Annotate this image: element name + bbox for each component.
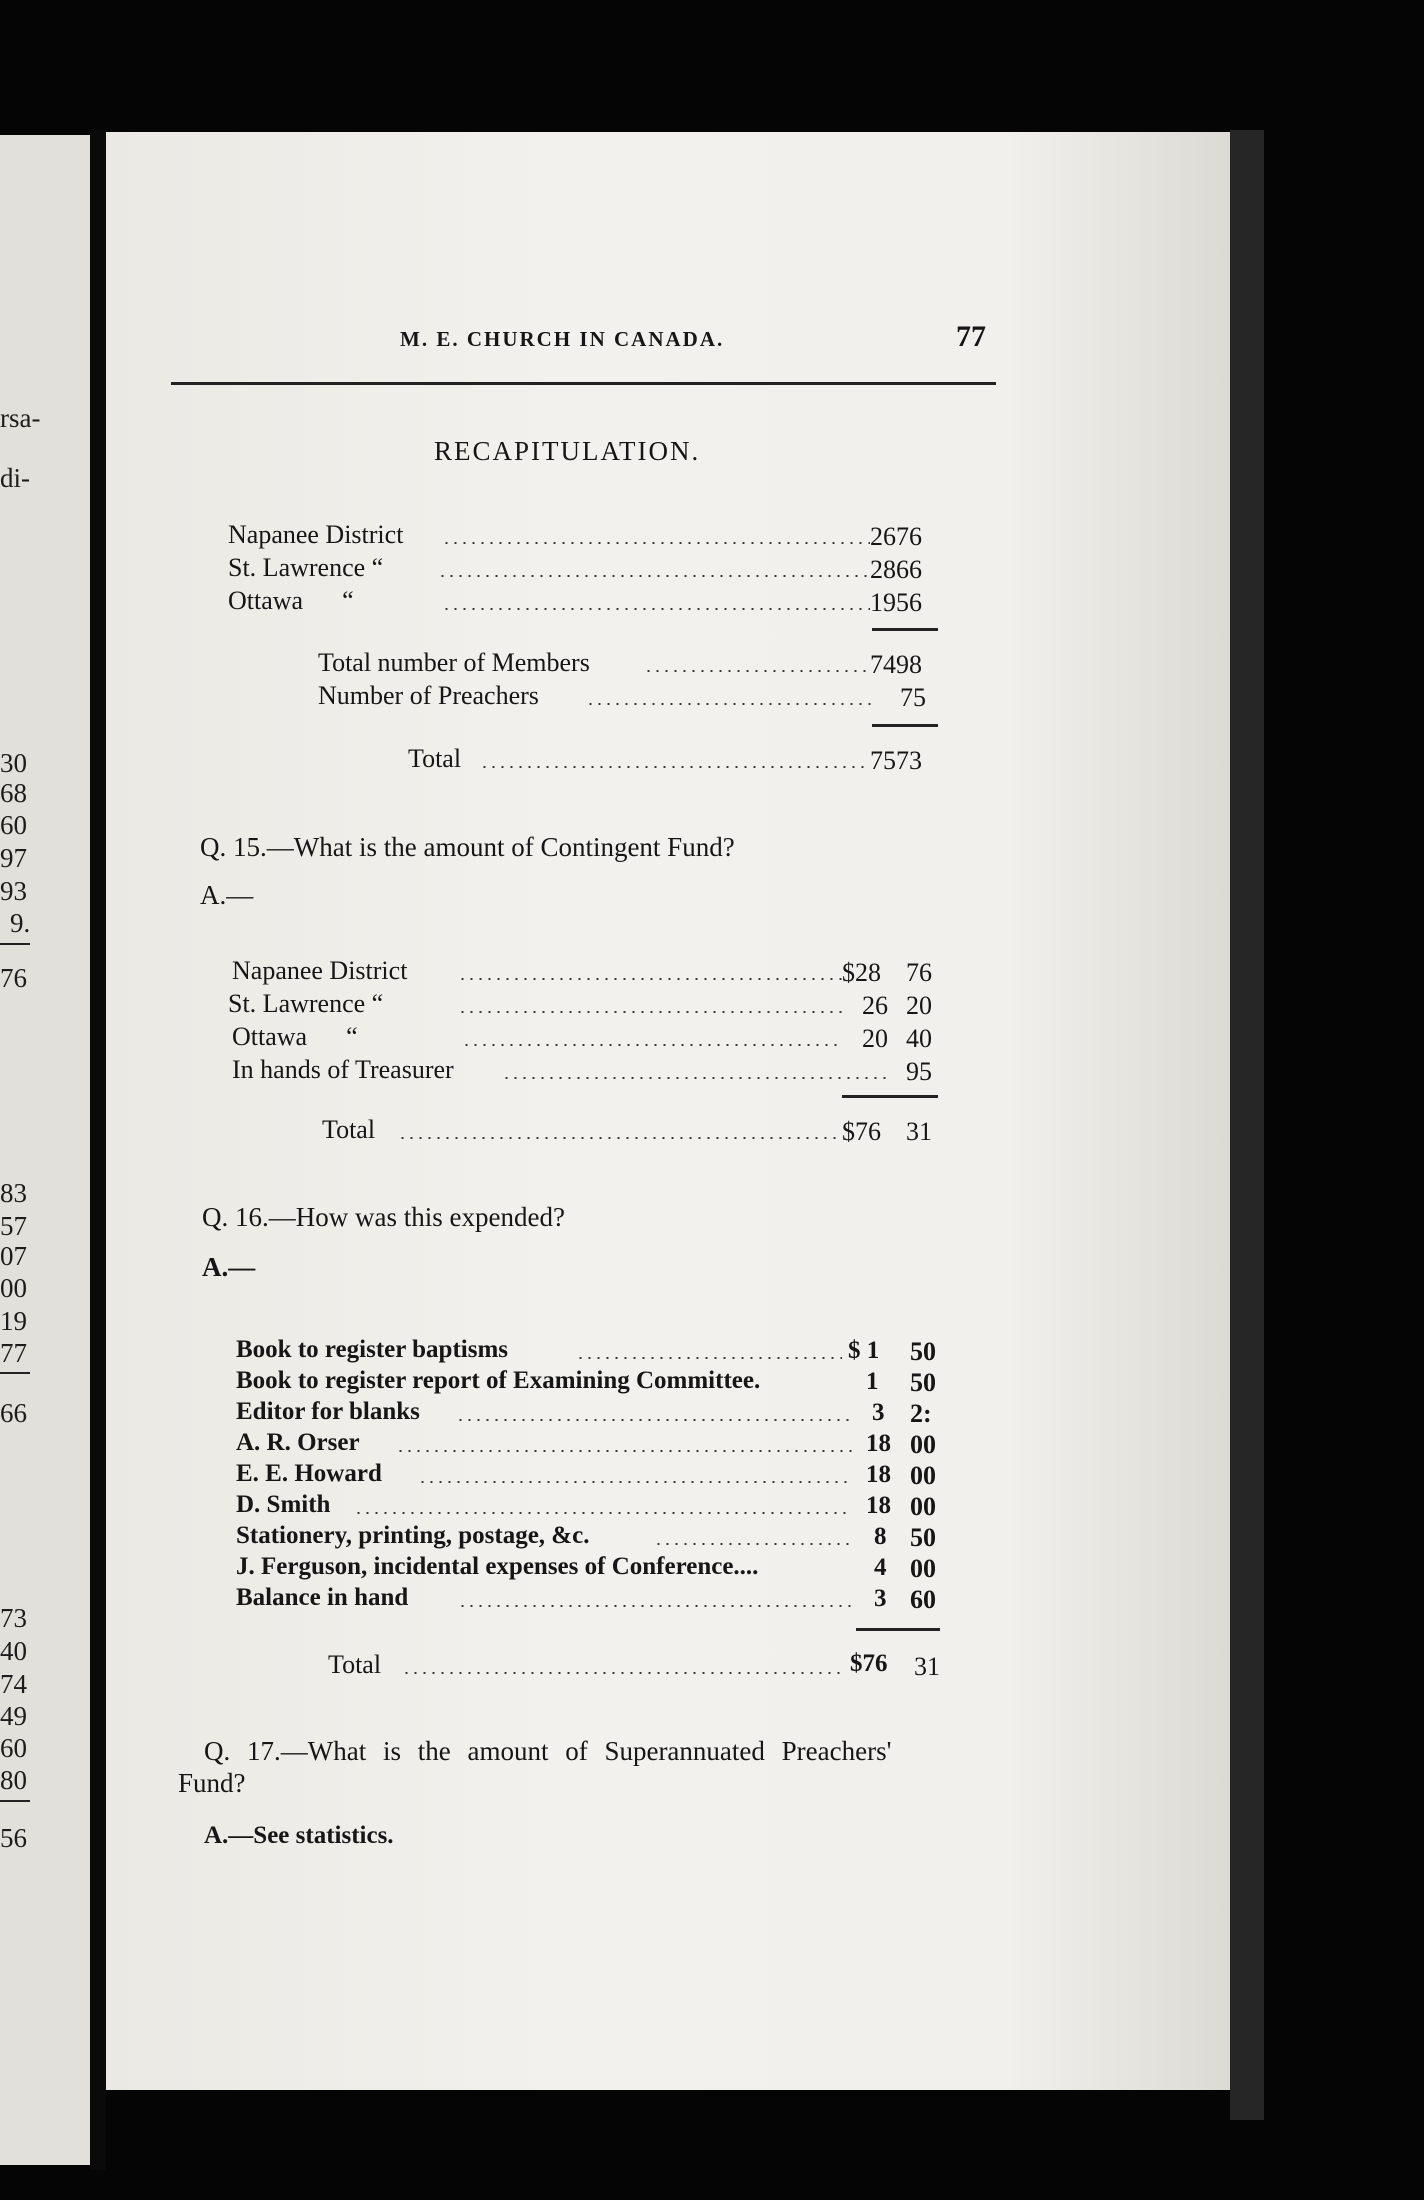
- fund-row-cents: 76: [906, 958, 932, 987]
- expense-row-cents: 00: [910, 1492, 936, 1521]
- header-rule: [171, 382, 996, 385]
- prev-number: 73: [0, 1603, 27, 1633]
- prev-number: 60: [0, 1733, 27, 1763]
- answer-15: A.—: [200, 880, 254, 910]
- total-dollars: $76: [850, 1650, 888, 1677]
- prev-number: 83: [0, 1178, 27, 1208]
- prev-number: 30: [0, 748, 27, 778]
- leader-dots: [456, 1419, 852, 1421]
- fund-row-cents: 40: [906, 1024, 932, 1053]
- expense-row-label: E. E. Howard: [236, 1460, 382, 1487]
- expense-row-dollars: 18: [866, 1430, 891, 1457]
- district-value: 1956: [870, 588, 922, 617]
- leader-dots: [458, 978, 842, 980]
- fund-row-cents: 95: [906, 1057, 932, 1086]
- leader-dots: [438, 575, 870, 577]
- previous-page-edge: [0, 135, 90, 2165]
- prev-sum-rule: [0, 1372, 30, 1374]
- district-label: St. Lawrence “: [228, 553, 384, 582]
- sum-rule: [872, 724, 938, 727]
- expense-row-cents: 00: [910, 1461, 936, 1490]
- prev-number: 97: [0, 843, 27, 873]
- prev-fragment: rsa-: [0, 403, 41, 433]
- expense-row-cents: 50: [910, 1523, 936, 1552]
- prev-total: 66: [0, 1398, 27, 1428]
- sum-rule: [856, 1628, 940, 1631]
- expense-row-dollars: 4: [874, 1554, 887, 1581]
- prev-number: 80: [0, 1765, 27, 1795]
- prev-number: 77: [0, 1338, 27, 1368]
- members-value: 7498: [870, 650, 922, 679]
- expense-row-cents: 60: [910, 1585, 936, 1614]
- prev-total: 76: [0, 963, 27, 993]
- question-15: Q. 15.—What is the amount of Contingent Fund?: [200, 832, 735, 862]
- total-value: 7573: [870, 746, 922, 775]
- expense-row-cents: 00: [910, 1554, 936, 1583]
- district-value: 2676: [870, 522, 922, 551]
- answer-17: A.—See statistics.: [204, 1822, 394, 1849]
- prev-sum-rule: [0, 1800, 30, 1802]
- question-16: Q. 16.—How was this expended?: [202, 1202, 565, 1232]
- fund-row-label: In hands of Treasurer: [232, 1055, 454, 1084]
- total-label: Total: [322, 1115, 376, 1144]
- leader-dots: [354, 1512, 852, 1514]
- expense-row-dollars: 18: [866, 1492, 891, 1519]
- prev-number: 68: [0, 778, 27, 808]
- question-17-line1: Q. 17.—What is the amount of Superannuated Preachers': [204, 1736, 892, 1766]
- district-value: 2866: [870, 555, 922, 584]
- total-label: Total: [328, 1650, 382, 1679]
- prev-number: 19: [0, 1306, 27, 1336]
- prev-sum-rule: [0, 943, 30, 945]
- sum-rule: [842, 1095, 938, 1098]
- members-label: Total number of Members: [318, 648, 590, 677]
- expense-row-dollars: 18: [866, 1461, 891, 1488]
- total-label: Total: [408, 744, 462, 773]
- expense-row-label: Editor for blanks: [236, 1398, 420, 1425]
- leader-dots: [396, 1450, 852, 1452]
- leader-dots: [458, 1605, 852, 1607]
- expense-row-label: Balance in hand: [236, 1584, 409, 1611]
- preachers-value: 75: [900, 683, 926, 712]
- leader-dots: [458, 1011, 842, 1013]
- expense-row-label: D. Smith: [236, 1491, 331, 1518]
- answer-16: A.—: [202, 1252, 256, 1282]
- prev-fragment: di-: [0, 463, 30, 493]
- fund-row-dollars: 20: [862, 1024, 888, 1053]
- prev-number: 40: [0, 1636, 27, 1666]
- leader-dots: [398, 1137, 836, 1139]
- book-page: [106, 132, 1230, 2090]
- total-cents: 31: [914, 1652, 940, 1681]
- book-gutter: [90, 130, 106, 2170]
- leader-dots: [586, 703, 876, 705]
- question-17-line2: Fund?: [178, 1768, 246, 1798]
- prev-number: 49: [0, 1701, 27, 1731]
- leader-dots: [442, 542, 870, 544]
- leader-dots: [480, 766, 870, 768]
- fund-row-dollars: $28: [842, 958, 881, 987]
- expense-row-dollars: 8: [874, 1523, 887, 1550]
- fund-row-label: Ottawa “: [232, 1022, 358, 1051]
- district-label: Napanee District: [228, 520, 404, 549]
- expense-row-cents: 00: [910, 1430, 936, 1459]
- expense-row-label: Book to register report of Examining Committee.: [236, 1367, 761, 1394]
- expense-row-label: A. R. Orser: [236, 1429, 360, 1456]
- fund-row-label: St. Lawrence “: [228, 989, 384, 1018]
- total-dollars: $76: [842, 1117, 881, 1146]
- leader-dots: [462, 1044, 842, 1046]
- page-edge-shadow: [1230, 130, 1264, 2120]
- leader-dots: [402, 1672, 842, 1674]
- leader-dots: [576, 1357, 842, 1359]
- expense-row-label: J. Ferguson, incidental expenses of Conference....: [236, 1553, 759, 1580]
- prev-number: 9.: [10, 908, 31, 938]
- expense-row-label: Book to register baptisms: [236, 1336, 508, 1363]
- expense-row-dollars: 3: [874, 1585, 887, 1612]
- section-title: RECAPITULATION.: [434, 436, 701, 466]
- prev-number: 00: [0, 1273, 27, 1303]
- leader-dots: [644, 670, 870, 672]
- preachers-label: Number of Preachers: [318, 681, 539, 710]
- fund-row-label: Napanee District: [232, 956, 408, 985]
- sum-rule: [872, 628, 938, 631]
- page-number: 77: [956, 320, 986, 353]
- expense-row-dollars: 3: [872, 1399, 885, 1426]
- leader-dots: [654, 1543, 852, 1545]
- expense-row-cents: 2:: [910, 1399, 932, 1428]
- expense-row-dollars: $ 1: [848, 1337, 880, 1364]
- district-label: Ottawa “: [228, 586, 354, 615]
- prev-number: 93: [0, 876, 27, 906]
- leader-dots: [418, 1481, 852, 1483]
- fund-row-cents: 20: [906, 991, 932, 1020]
- fund-row-dollars: 26: [862, 991, 888, 1020]
- prev-number: 60: [0, 810, 27, 840]
- expense-row-cents: 50: [910, 1368, 936, 1397]
- expense-row-dollars: 1: [866, 1368, 879, 1395]
- leader-dots: [442, 608, 870, 610]
- prev-total: 56: [0, 1823, 27, 1853]
- expense-row-cents: 50: [910, 1337, 936, 1366]
- prev-number: 74: [0, 1669, 27, 1699]
- prev-number: 57: [0, 1211, 27, 1241]
- running-head: M. E. CHURCH IN CANADA.: [400, 327, 725, 351]
- leader-dots: [502, 1077, 892, 1079]
- expense-row-label: Stationery, printing, postage, &c.: [236, 1522, 590, 1549]
- total-cents: 31: [906, 1117, 932, 1146]
- prev-number: 07: [0, 1241, 27, 1271]
